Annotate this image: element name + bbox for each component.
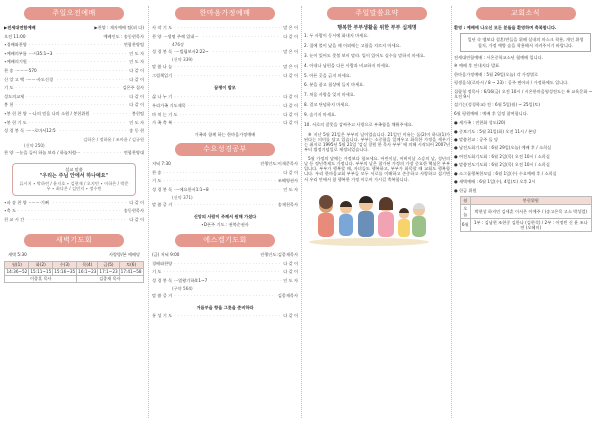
choir-row: 찬 양 ···눈을 들어 하늘 보라 / 하늘처럼··· · · · 연합찬양대	[4, 150, 144, 159]
row-value: 다 같 이	[129, 76, 144, 82]
row-label: 기 도	[152, 178, 162, 184]
order-row	[152, 202, 298, 211]
order-row	[152, 170, 298, 179]
order-row	[152, 73, 298, 82]
dawn-day-header: 목(4)	[77, 261, 98, 268]
order-row	[4, 208, 144, 217]
leader-dots	[29, 120, 127, 125]
friday-leader: 진행인도:김종재목사	[260, 252, 298, 258]
row-label: 성도의교제	[4, 93, 25, 99]
commandment-item: 5. 아픈 곳을 긁지 마세요.	[304, 72, 352, 78]
order-row	[152, 286, 298, 293]
leader-dots	[213, 49, 282, 54]
friday-time: (금) 저녁 9:00	[152, 252, 180, 258]
row-value: 말 은 이	[283, 25, 298, 30]
wednesday-leader: 진행인도:이재준목사	[260, 161, 298, 167]
news-item: 섬기는(성경학교) 전 : 6월 5일(월) ~ 25일(토)	[454, 102, 540, 108]
leader-dots	[26, 94, 127, 99]
dawn-prayer-title: 새벽기도회	[24, 234, 124, 247]
commandment-item: 2. 집에 불이 났을 때 이외에는 고함을 지르지 마세요.	[304, 43, 401, 49]
order-row	[152, 261, 298, 270]
schedule-item: ● 남전도회기도회 : 6월 29일(오늘) 예배 후 / 소희실	[454, 145, 552, 151]
news-item: ※ 예배 후 안내지다 발표	[454, 63, 500, 69]
row-value: 다 같 이	[129, 199, 144, 205]
dawn-time: 새벽 5:30	[8, 252, 27, 258]
leader-dots	[174, 261, 281, 266]
leader-dots	[18, 208, 122, 213]
row-note: 476장	[172, 42, 185, 48]
row-detail: ······로마서12:5	[26, 128, 56, 134]
row-label: ∙파 송 찬 양	[4, 199, 27, 205]
leader-dots	[174, 94, 281, 99]
order-row	[4, 59, 144, 68]
leader-dots	[163, 269, 281, 274]
sermon-names: 류시지 ∙ 박하린 / 윤지호 ∙ 김현재 / 오지민 ∙ 이하은 / 박준우 ∙ 최다은 / 김민지 ∙ 정수빈	[19, 181, 129, 192]
row-value: 말 은 이	[283, 48, 298, 54]
praise-team: ▶찬양 : 제자예배 팀(외 다)	[94, 25, 144, 30]
order-row	[4, 51, 144, 60]
order-row	[4, 111, 144, 120]
family-worship-title: 한마음가정예배	[175, 7, 275, 20]
row-label: 경배와찬양	[152, 260, 173, 266]
order-row	[152, 64, 298, 73]
row-label: 사 작 기 도	[152, 25, 173, 30]
schedule-item: ● 말씀친교 : 공주 둘 당	[454, 136, 499, 142]
news-item: 전세대연합예배 : 시온중학교소년 협예배 입니다.	[454, 54, 543, 60]
dawn-day-header: 월(1)	[5, 261, 29, 268]
leader-dots	[202, 34, 281, 39]
leader-dots	[15, 85, 120, 90]
dawn-passage: 17:41~58	[120, 269, 142, 275]
row-detail: ···나의 믿음 나의 소원 / 봉헌위원	[28, 110, 90, 116]
row-value: 다 같 이	[283, 111, 298, 117]
row-label: 마 치 는 기 도	[152, 111, 178, 117]
row-label: 기 도	[152, 269, 162, 275]
order-row	[152, 94, 298, 103]
schedule-item: ● 헌금 위원	[454, 187, 477, 193]
row-label: 가 족 축 복	[152, 120, 173, 126]
dawn-place: 사랑방/본 예배당	[108, 252, 140, 258]
row-value: 송 동 현	[129, 128, 144, 134]
offering-cell: 박현상 하지민 김세훈 이서은 이예주 / (송고은목 고소 박성렬)	[471, 205, 591, 219]
closing-order	[4, 200, 144, 226]
leader-dots	[53, 200, 127, 205]
row-label: 우리가족 기도제목	[152, 103, 186, 108]
leader-dots	[41, 68, 127, 73]
row-detail: ····빌립보서2:22~	[174, 48, 209, 54]
row-label: 말 씀 나 눔	[152, 63, 173, 69]
sermon-paragraphs	[304, 132, 450, 182]
row-label: 성 경 봉 독	[152, 186, 173, 192]
wednesday-sermon: 신앙의 사람이 주께서 원해 가셨다	[193, 213, 257, 219]
dawn-prayer-table	[4, 261, 143, 283]
commandment-item: 1. 두 사람이 동시에 화내지 마세요.	[304, 33, 369, 39]
order-row	[152, 57, 298, 64]
row-label: 삶 나 누 기	[152, 94, 173, 100]
order-row	[4, 77, 144, 86]
order-row	[152, 103, 298, 112]
row-label: 말 씀 증 거	[152, 202, 173, 207]
commandment-item: 4. 아내나 남편을 다른 사람과 비교하지 마세요.	[304, 62, 391, 68]
order-row	[152, 293, 298, 302]
sermon-box	[12, 163, 136, 196]
row-label: 찬 송	[152, 169, 162, 175]
row-label: 성 경 봉 독	[152, 277, 173, 283]
leader-dots	[26, 217, 127, 222]
commandment-item: 3. 눈이 있어도 못볼 보이 말라. 입이 있어도 실수를 말하지 마세요.	[304, 52, 426, 58]
commandment-item: 6. 분을 품고 침상에 들지 마세요.	[304, 82, 365, 88]
row-value: 김은주 집사	[122, 85, 144, 91]
row-detail: ·········기뻐	[28, 199, 49, 205]
wednesday-study-title: 수요성경공부	[175, 143, 275, 156]
row-label: 성 경 봉 독	[152, 48, 173, 54]
leader-dots	[29, 42, 122, 47]
dawn-day-header: 화(2)	[29, 261, 53, 268]
order-row	[152, 112, 298, 121]
row-value: 다 같 이	[283, 269, 298, 275]
row-detail: ···열왕기하4:1~7	[174, 277, 208, 283]
row-value: 인 도 자	[129, 50, 144, 56]
offering-cell: 오늘	[460, 205, 471, 219]
wednesday-order	[152, 170, 298, 211]
commandment-item: 8. 결코 단념하지 마세요.	[304, 102, 350, 108]
row-value: 인 도 자	[129, 59, 144, 65]
leader-dots	[211, 278, 281, 283]
row-value: 다 같 이	[283, 94, 298, 100]
news-lines	[454, 55, 597, 116]
order-row	[4, 42, 144, 51]
leader-dots	[188, 103, 281, 108]
leader-dots	[93, 111, 129, 116]
row-label: ∙축 도	[4, 208, 17, 214]
row-label: 찬 양	[152, 33, 162, 39]
order-row	[152, 120, 298, 129]
sermon-summary-subtitle: 행복한 부부생활을 위한 부부 십계명	[337, 25, 417, 31]
leader-dots	[213, 187, 282, 192]
row-label: 봉 헌	[4, 102, 14, 108]
row-value: 다 같 이	[283, 169, 298, 175]
order-row	[152, 42, 298, 49]
dawn-day-header: 수(3)	[53, 261, 77, 268]
leader-dots	[174, 25, 281, 30]
sermon-label: 설교 말씀	[65, 166, 83, 172]
sermon-title: "우리는 주님 안에서 하나예요"	[39, 172, 109, 179]
row-value: 다 같 이	[129, 102, 144, 108]
row-detail: ···시35:1~3	[28, 50, 53, 56]
row-value: 다 같 이	[283, 33, 298, 39]
leader-dots	[163, 178, 275, 183]
offering-team-table: 월 봉헌위원 오늘 박현상 하지민 김세훈 이서은 이예주 / (송고은목 고소 박성렬) 6월 1부 : 김남현 조현중 김한나 (김현석) / 2부 : 이정빈 신 윤 조나연 (오혜미)	[460, 196, 592, 232]
row-value: 다 같 이	[129, 67, 144, 73]
worship-time: 오전 11:00	[4, 33, 26, 39]
welcome-text: 환영 : 예배에 나오신 모든 분들을 환영하며 축복합니다.	[454, 25, 557, 30]
dawn-passage: 17:1~23	[99, 269, 118, 275]
row-detail: ········사도신경	[26, 76, 54, 82]
order-row	[4, 102, 144, 111]
notice-box: 일년 속 앰보다 결혼/만들을 위해 실내의 마스크 착용, 개인 위생 철저, 가정 예방 숨을 착용해서 지켜주시기 바랍니다.	[460, 33, 591, 52]
row-value: 송재천목사	[277, 202, 298, 207]
prayer-extra: 김하은 / 정하윤 / 조아윤 / 김규원	[83, 136, 144, 142]
worship-leader: 예배인도 : 송동현목사	[103, 33, 144, 39]
row-value: 다 같 이	[283, 260, 298, 266]
sermon-summary-title: 주일말씀요약	[327, 7, 427, 20]
order-row	[4, 85, 144, 94]
family-worship-order	[152, 25, 298, 81]
news-item: 6월 평원예배 : 예배 후 일정 참여합니다.	[454, 110, 529, 116]
row-label: 성 경 봉 독	[4, 128, 25, 134]
sermon-paragraph: ※ 지난 5월 21일은 부부의 날이었습니다. 21일인 이유는 둘(2)이 하나(1)가 된다는 의미를 담고 있습니다. 부부는 소중함을 일깨우고 화목한 가정을 세우기는 취지로 1995년 5월 21일 '감실 창원 한 목사 부부' 에 의해 시작되어 2007년부터 법정기념일로 제정되었습니다.	[304, 131, 450, 153]
row-detail: ··········570	[15, 67, 37, 73]
leader-dots	[174, 64, 281, 69]
sunday-worship-title: 주일오전예배	[24, 7, 124, 20]
row-value: 다 같 이	[283, 103, 298, 108]
leader-dots	[163, 170, 281, 175]
order-row	[4, 200, 144, 209]
row-value: 인 도 자	[283, 277, 298, 283]
row-label: 그림책읽기	[152, 72, 173, 78]
order-of-worship	[4, 42, 144, 137]
dawn-leader-right: 김종재 목사	[77, 275, 143, 282]
commandment-item: 7. 처음 사랑을 잊지 마세요.	[304, 92, 356, 98]
family-middle-note: 꿈쟁이 밥모	[214, 85, 236, 91]
leader-dots	[15, 102, 127, 107]
church-news-title: 교회소식	[476, 7, 576, 20]
row-label: 찬 송	[4, 67, 14, 73]
order-row	[4, 217, 144, 226]
friday-order	[152, 261, 298, 302]
bible-reference: (신약 250)	[24, 143, 45, 149]
schedule-item: ● 중보기도 : 5월 31일(화) 오전 11시 / 본당	[454, 128, 537, 134]
news-circles	[454, 120, 597, 193]
row-label: 기 도	[4, 85, 14, 91]
order-row	[4, 128, 144, 137]
row-value: 다 같 이	[129, 93, 144, 99]
row-value: 다 같 이	[283, 120, 298, 126]
church-news-column	[454, 5, 597, 419]
dawn-day-header: 토(6)	[119, 261, 143, 268]
row-value: 인 도 자	[283, 186, 298, 192]
row-value: 봉헌팀	[131, 110, 144, 116]
order-row	[4, 68, 144, 77]
row-label: ∙봉 헌 찬 양	[4, 110, 27, 116]
commandment-item: 10. 서로의 잘못을 감싸주고 사랑으로 부족함을 채워주세요.	[304, 121, 414, 127]
news-item: 평생음식(로마서 / 8 ~ 23) : 공주 면아파 / 가정하에도 입니다.	[454, 80, 569, 86]
row-note: (구약 564)	[172, 286, 193, 292]
order-row	[4, 120, 144, 129]
column-divider	[451, 6, 452, 418]
row-detail: ····에요한서1:1~8	[174, 186, 209, 192]
family-worship-order-2	[152, 94, 298, 128]
wednesday-time: 저녁 7:30	[152, 161, 171, 167]
leader-dots	[60, 128, 127, 133]
row-value: 조혜영권사	[277, 178, 298, 184]
leader-dots	[56, 51, 127, 56]
schedule-item: ● 소그룹행복한모임 : 6월 1일(수) 수요예배 후 / 소희실	[454, 170, 557, 176]
dawn-day-header: 금(5)	[98, 261, 119, 268]
leader-dots	[174, 73, 281, 78]
row-note: (신약 371)	[172, 195, 193, 201]
row-label: 말 씀 증 거	[152, 293, 173, 299]
row-value: 다 같 이	[283, 72, 298, 78]
leader-dots	[174, 202, 276, 207]
offering-cell: 1부 : 김남현 조현중 김한나 (김현석) / 2부 : 이정빈 신 윤 조나연 (오혜미)	[471, 218, 591, 232]
order-row	[152, 195, 298, 202]
leader-dots	[29, 59, 127, 64]
wednesday-bottom: ∙D폰주 기도 : 권북순권사	[201, 221, 249, 227]
dawn-passage: 16:1~23	[78, 269, 97, 275]
news-item: 집합청 정목사 : 6/16(금) 오전 10시 / 시온한마음영성전도는 ※ 교육문화 ~ 오전 9시	[454, 88, 593, 99]
row-value: 송동현목사	[123, 208, 144, 214]
leader-dots	[174, 120, 281, 125]
column-divider	[301, 6, 302, 418]
schedule-item: ● 말씀전도기도회 : 6월 2일(목) 오전 10시 / 소희실	[454, 162, 550, 168]
worship-type: ▶전세대연합예배	[4, 25, 36, 30]
commandment-list	[304, 33, 450, 127]
schedule-item: ● 여전도회기도회 : 6월 2일(목) 오전 10시 / 소희실	[454, 153, 550, 159]
row-value: 인 도 자	[129, 119, 144, 125]
row-label: 신 앙 고 백	[4, 76, 25, 82]
row-label: 친 교 시 간	[4, 216, 25, 222]
offering-cell: 6월	[460, 218, 471, 232]
column-divider	[148, 6, 149, 418]
row-value: 연합찬양팀	[123, 42, 144, 48]
commandment-item: 9. 숨기지 마세요.	[304, 112, 337, 117]
order-row	[152, 25, 298, 34]
dawn-passage: 14:36~52	[6, 269, 28, 275]
family-worship-column	[152, 5, 298, 419]
sermon-paragraph: 5월 가정의 달에는 가정보다 힘쓰세요. 어린이날, 어버이날 스승의 날, 성년의날 등 정년축제도 가정니다. 부부의 날은 참가된 가정의 가장 중요한 핵심은 부부입니다. 부부가 행복할 때, 자녀들도 행복하고, 부부가 화목할 때 교회도 행복합니다. 우리 한마음교회 부부들 모두 서로를 이해하고 존중하고 사랑하고 섬기면서 우리 안에서 참 행복한 가정 이루어 가시길 축복합니다.	[304, 155, 450, 182]
news-item: 한마음가정예배 : 5월 29일(오늘) 각 가정별로	[454, 71, 539, 77]
order-row	[4, 94, 144, 103]
row-value: 다 같 이	[129, 216, 144, 222]
row-label: ∙예배의부름	[4, 50, 27, 56]
row-label: ∙경배와찬양	[4, 42, 27, 48]
leader-dots	[174, 293, 276, 298]
sunday-worship-column	[4, 5, 144, 419]
dawn-passage: 15:11~15	[30, 269, 52, 275]
row-label: ∙예배의기원	[4, 59, 27, 65]
order-row	[152, 269, 298, 278]
sermon-summary-column	[304, 5, 450, 419]
dawn-passage: 15:16~35	[54, 269, 76, 275]
family-closing: 가족과 함께 하는 한마음가정예배	[194, 131, 256, 137]
dawn-leader-left: 이종훈 목사	[5, 275, 77, 282]
order-row	[152, 178, 298, 187]
order-row	[152, 34, 298, 43]
friday-sermon: 거듭부을 향을 그릇을 준비하라	[196, 304, 254, 310]
row-label: ∙봉 헌 기 도	[4, 119, 27, 125]
row-value: 김종재목사	[277, 293, 298, 299]
leader-dots	[57, 77, 127, 82]
friday-prayer-title: 에스겔기도회	[175, 234, 275, 247]
family-illustration	[304, 188, 434, 246]
friday-last-row: 통 성 기 도 · · · 다 같 이	[152, 313, 298, 322]
row-note: (신약 339)	[172, 57, 193, 63]
schedule-item: ● 새벽예배 : 6월 1일(수), 4일(토) 오후 2시	[454, 179, 536, 185]
schedule-item: ● 새가족 : 진현화 성도(20)	[454, 120, 506, 126]
row-detail: ···생명 주께 있네···	[163, 33, 199, 39]
leader-dots	[180, 112, 282, 117]
row-value: 말 은 이	[283, 63, 298, 69]
